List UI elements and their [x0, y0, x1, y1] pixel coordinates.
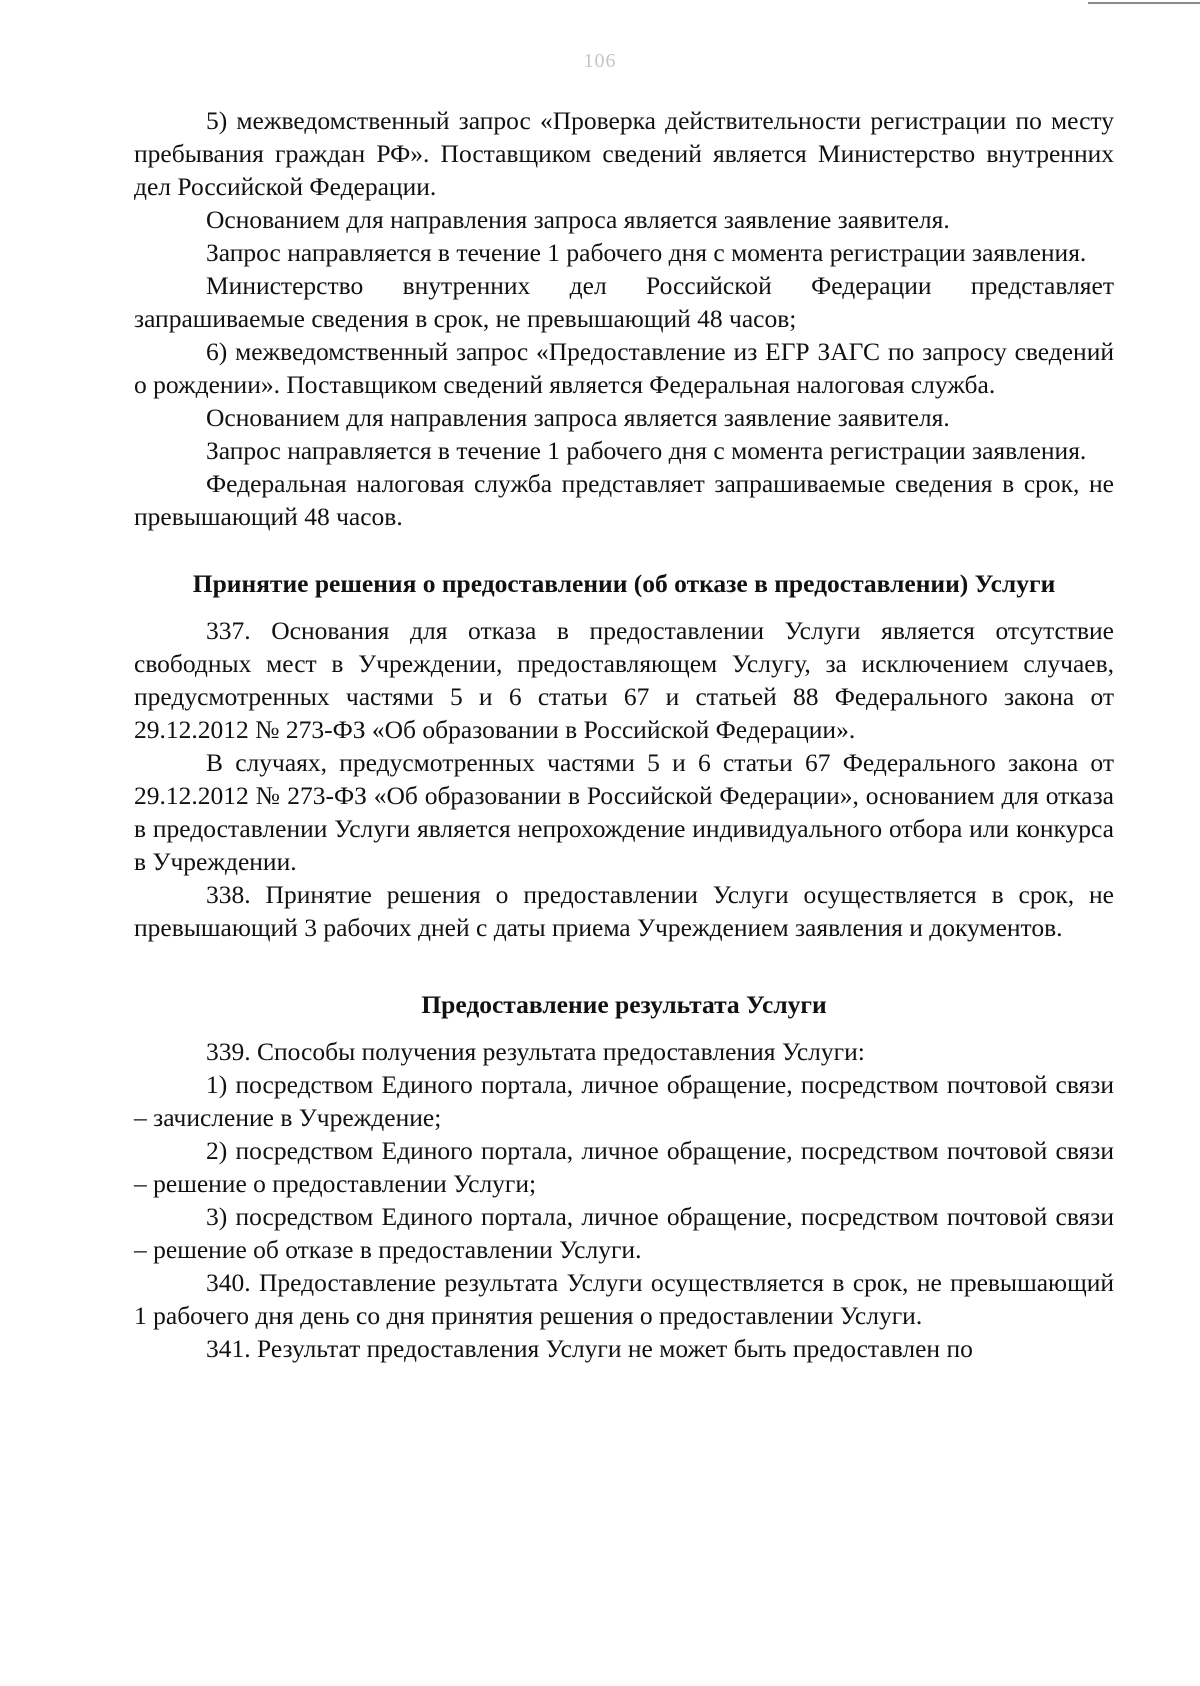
paragraph: Запрос направляется в течение 1 рабочего дня с момента регистрации заявления. — [206, 436, 1087, 465]
section-heading-decision: Принятие решения о предоставлении (об отказе в предоставлении) Услуги — [192, 569, 1056, 598]
paragraph: В случаях, предусмотренных частями 5 и 6 статьи 67 Федерального закона от 29.12.2012 № 273-ФЗ «Об образовании в Российской Федерации», основанием для отказа в предоставлении Услуги является непрохождение индивидуального отбора или конкурса в Учреждении. — [134, 748, 1114, 876]
section-decision — [134, 614, 1114, 944]
paragraph: Федеральная налоговая служба представляет запрашиваемые сведения в срок, не превышающий 48 часов. — [134, 469, 1114, 531]
paragraph: Министерство внутренних дел Российской Федерации представляет запрашиваемые сведения в срок, не превышающий 48 часов; — [134, 271, 1114, 333]
paragraph: Основанием для направления запроса является заявление заявителя. — [206, 403, 950, 432]
paragraph: 1) посредством Единого портала, личное обращение, посредством почтовой связи – зачисление в Учреждение; — [134, 1070, 1114, 1132]
paragraph: Основанием для направления запроса является заявление заявителя. — [206, 205, 950, 234]
top-edge-rule — [1088, 2, 1200, 4]
paragraph: Запрос направляется в течение 1 рабочего дня с момента регистрации заявления. — [206, 238, 1087, 267]
page-number: 106 — [583, 50, 617, 72]
paragraph: 340. Предоставление результата Услуги осуществляется в срок, не превышающий 1 рабочего дня день со дня принятия решения о предоставлении Услуги. — [134, 1268, 1114, 1330]
section-intro — [134, 104, 1114, 533]
paragraph: 338. Принятие решения о предоставлении Услуги осуществляется в срок, не превышающий 3 рабочих дней с даты приема Учреждением заявления и документов. — [134, 880, 1114, 942]
paragraph: 6) межведомственный запрос «Предоставление из ЕГР ЗАГС по запросу сведений о рождении». Поставщиком сведений является Федеральная налоговая служба. — [134, 337, 1114, 399]
paragraph: 339. Способы получения результата предоставления Услуги: — [206, 1037, 865, 1066]
paragraph: 3) посредством Единого портала, личное обращение, посредством почтовой связи – решение об отказе в предоставлении Услуги. — [134, 1202, 1114, 1264]
section-result — [134, 1035, 1114, 1365]
paragraph: 337. Основания для отказа в предоставлении Услуги является отсутствие свободных мест в Учреждении, предоставляющем Услугу, за исключением случаев, предусмотренных частями 5 и 6 статьи 67 и статьей 88 Федерального закона от 29.12.2012 № 273-ФЗ «Об образовании в Российской Федерации». — [134, 616, 1114, 744]
paragraph: 2) посредством Единого портала, личное обращение, посредством почтовой связи – решение о предоставлении Услуги; — [134, 1136, 1114, 1198]
paragraph: 341. Результат предоставления Услуги не может быть предоставлен по — [206, 1334, 973, 1363]
document-body — [134, 104, 1114, 1365]
paragraph: 5) межведомственный запрос «Проверка действительности регистрации по месту пребывания граждан РФ». Поставщиком сведений является Министерство внутренних дел Российской Федерации. — [134, 106, 1114, 201]
section-heading-result: Предоставление результата Услуги — [421, 990, 827, 1019]
